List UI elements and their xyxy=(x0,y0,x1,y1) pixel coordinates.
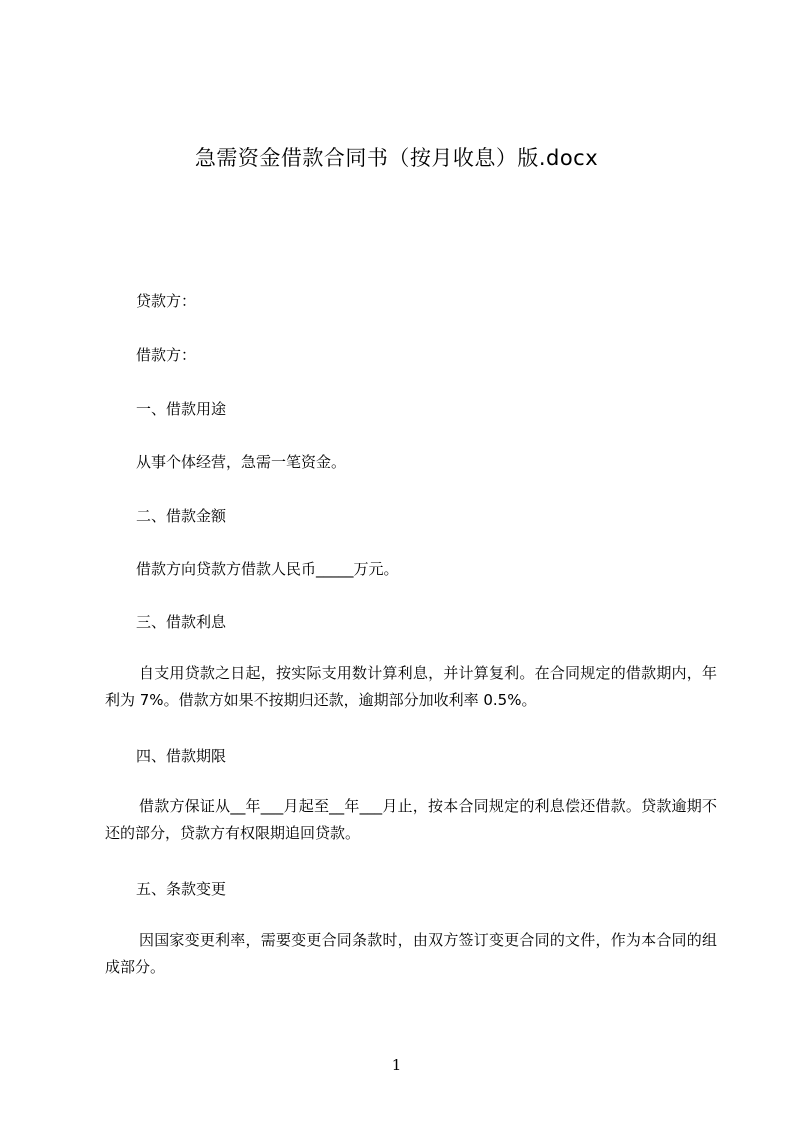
section-4-heading: 四、借款期限 xyxy=(136,747,227,765)
document-title: 急需资金借款合同书（按月收息）版.docx xyxy=(194,146,599,170)
section-2-heading: 二、借款金额 xyxy=(136,507,227,525)
lender-label: 贷款方： xyxy=(136,292,197,310)
section-2-body: 借款方向贷款方借款人民币_____万元。 xyxy=(136,560,399,578)
section-3-body: 自支用贷款之日起，按实际支用数计算利息，并计算复利。在合同规定的借款期内，年利为 7%。借款方如果不按期归还款，逾期部分加收利率 0.5%。 xyxy=(105,664,717,709)
section-1-heading: 一、借款用途 xyxy=(136,400,227,418)
section-5-body: 因国家变更利率，需要变更合同条款时，由双方签订变更合同的文件，作为本合同的组成部分。 xyxy=(105,931,717,976)
borrower-label: 借款方： xyxy=(136,346,197,364)
section-1-body: 从事个体经营，急需一笔资金。 xyxy=(136,453,347,471)
page-number: 1 xyxy=(391,1056,402,1074)
section-3-heading: 三、借款利息 xyxy=(136,613,227,631)
section-5-heading: 五、条款变更 xyxy=(136,880,227,898)
section-4-body: 借款方保证从__年___月起至__年___月止，按本合同规定的利息偿还借款。贷款逾期不还的部分，贷款方有权限期追回贷款。 xyxy=(105,797,717,842)
